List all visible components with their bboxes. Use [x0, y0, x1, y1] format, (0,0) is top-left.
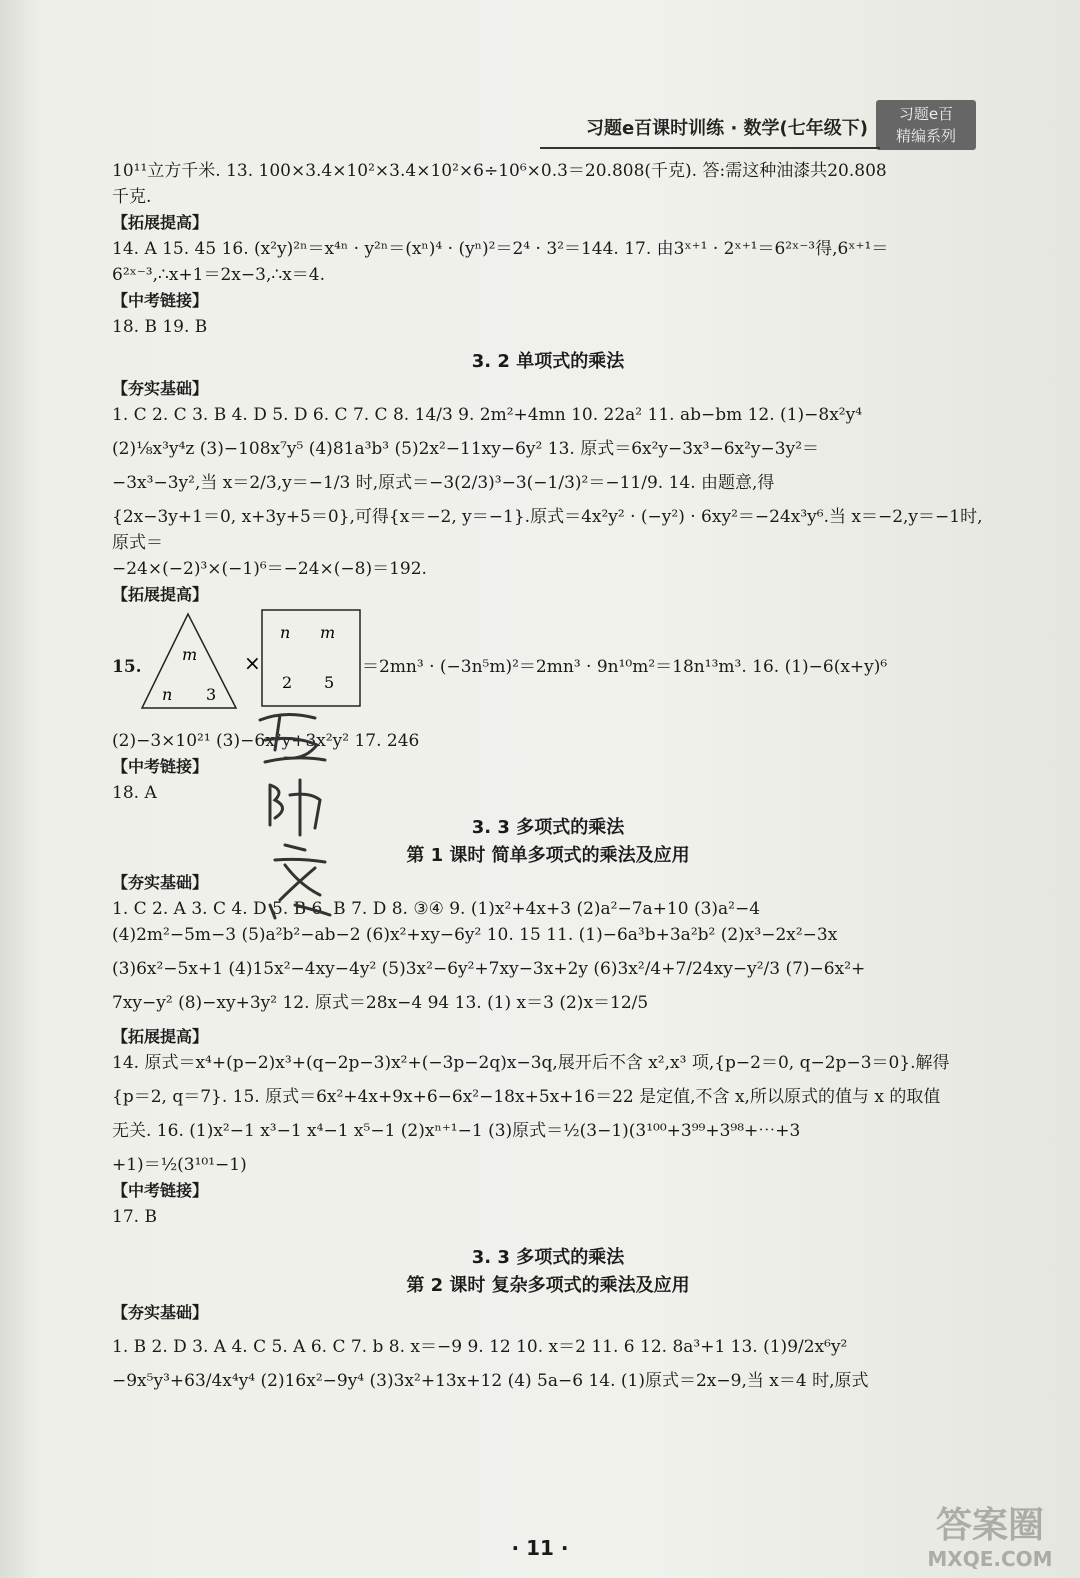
section-label-basic: 【夯实基础】: [112, 873, 209, 892]
square-tr-label: m: [320, 623, 336, 642]
section-title-3-3: 3. 3 多项式的乘法: [471, 817, 625, 838]
text-line: (3)6x²−5x+1 (4)15x²−4xy−4y² (5)3x²−6y²+7xy−3x+2y (6)3x²/4+7/24xy−y²/3 (7)−6x²+: [112, 959, 866, 979]
watermark-logo: 答案圈: [935, 1505, 1044, 1546]
header-rule: [540, 147, 880, 149]
text-line: 10¹¹立方千米. 13. 100×3.4×10²×3.4×10²×6÷10⁶×0.3＝20.808(千克). 答:需这种油漆共20.808: [112, 161, 887, 181]
text-line: 1. B 2. D 3. A 4. C 5. A 6. C 7. b 8. x＝−9 9. 12 10. x＝2 11. 6 12. 8a³+1 13. (1)9/2x⁶y²: [112, 1337, 848, 1357]
q15-expression: ＝2mn³ · (−3n⁵m)²＝2mn³ · 9n¹⁰m²＝18n¹³m³. 16. (1)−6(x+y)⁶: [362, 657, 888, 677]
times-sign: ×: [244, 651, 261, 675]
text-line: −24×(−2)³×(−1)⁶＝−24×(−8)＝192.: [112, 559, 427, 579]
text-line: 18. B 19. B: [112, 317, 208, 337]
handwritten-annotation: [245, 700, 355, 920]
text-line: −3x³−3y²,当 x＝2/3,y＝−1/3 时,原式＝−3(2/3)³−3(−1/3)²＝−11/9. 14. 由题意,得: [112, 473, 775, 493]
text-line: 千克.: [112, 187, 152, 207]
section-label-expand: 【拓展提高】: [112, 585, 209, 604]
square-bl-label: 2: [282, 673, 293, 692]
header-title: 习题e百课时训练 · 数学(七年级下): [585, 118, 868, 139]
series-badge-line1: 习题e百: [898, 105, 954, 123]
text-line: 7xy−y² (8)−xy+3y² 12. 原式＝28x−4 94 13. (1) x＝3 (2)x＝12/5: [112, 993, 649, 1013]
section-label-expand: 【拓展提高】: [112, 1027, 209, 1046]
section-label-basic: 【夯实基础】: [112, 379, 209, 398]
text-line: 17. B: [112, 1207, 157, 1227]
q15-number: 15.: [112, 657, 142, 677]
text-line: {p＝2, q＝7}. 15. 原式＝6x²+4x+9x+6−6x²−18x+5x+16＝22 是定值,不含 x,所以原式的值与 x 的取值: [112, 1087, 941, 1107]
section-subtitle-lesson-1: 第 1 课时 简单多项式的乘法及应用: [406, 845, 690, 866]
text-line: 6²ˣ⁻³,∴x+1＝2x−3,∴x＝4.: [112, 265, 325, 285]
text-line: {2x−3y+1＝0, x+3y+5＝0},可得{x＝−2, y＝−1}.原式＝4x²y² · (−y²) · 6xy²＝−24x³y⁶.当 x＝−2,y＝−1时,原式＝: [112, 507, 983, 553]
section-label-exam: 【中考链接】: [112, 757, 209, 776]
text-line: 1. C 2. A 3. C 4. D 5. B 6. B 7. D 8. ③④ 9. (1)x²+4x+3 (2)a²−7a+10 (3)a²−4: [112, 899, 761, 919]
text-line: (2)⅛x³y⁴z (3)−108x⁷y⁵ (4)81a³b³ (5)2x²−11xy−6y² 13. 原式＝6x²y−3x³−6x²y−3y²＝: [112, 439, 820, 459]
section-label-exam: 【中考链接】: [112, 1181, 209, 1200]
site-watermark: [910, 1504, 1070, 1574]
text-line: −9x⁵y³+63/4x⁴y⁴ (2)16x²−9y⁴ (3)3x²+13x+12 (4) 5a−6 14. (1)原式＝2x−9,当 x＝4 时,原式: [112, 1371, 869, 1391]
section-label-expand: 【拓展提高】: [112, 213, 209, 232]
page-header: [540, 100, 980, 150]
text-line: +1)＝½(3¹⁰¹−1): [112, 1155, 247, 1175]
series-badge: [876, 100, 976, 150]
answer-content: [112, 158, 984, 1394]
text-line: (4)2m²−5m−3 (5)a²b²−ab−2 (6)x²+xy−6y² 10. 15 11. (1)−6a³b+3a²b² (2)x³−2x²−3x: [112, 925, 838, 945]
triangle-right-label: 3: [206, 685, 217, 704]
square-tl-label: n: [280, 623, 291, 642]
watermark-url: MXQE.COM: [927, 1547, 1053, 1571]
triangle-left-label: n: [162, 685, 173, 704]
text-line: 无关. 16. (1)x²−1 x³−1 x⁴−1 x⁵−1 (2)xⁿ⁺¹−1 (3)原式＝½(3−1)(3¹⁰⁰+3⁹⁹+3⁹⁸+⋯+3: [112, 1121, 801, 1141]
text-line: 14. A 15. 45 16. (x²y)²ⁿ＝x⁴ⁿ · y²ⁿ＝(xⁿ)⁴ · (yⁿ)²＝2⁴ · 3²＝144. 17. 由3ˣ⁺¹ · 2ˣ⁺¹＝6²ˣ⁻³得,6ˣ⁺¹＝: [112, 239, 889, 259]
section-title-3-2: 3. 2 单项式的乘法: [471, 351, 625, 372]
section-label-exam: 【中考链接】: [112, 291, 209, 310]
triangle-top-label: m: [182, 645, 198, 664]
q15-figure-row: [112, 608, 984, 728]
square-br-label: 5: [324, 673, 335, 692]
section-title-3-3-b: 3. 3 多项式的乘法: [471, 1247, 625, 1268]
text-line: (2)−3×10²¹ (3)−6x³y+3x²y² 17. 246: [112, 731, 420, 751]
text-line: 18. A: [112, 783, 157, 803]
text-line: 14. 原式＝x⁴+(p−2)x³+(q−2p−3)x²+(−3p−2q)x−3q,展开后不含 x²,x³ 项,{p−2＝0, q−2p−3＝0}.解得: [112, 1053, 950, 1073]
section-label-basic: 【夯实基础】: [112, 1303, 209, 1322]
page-number: · 11 ·: [511, 1536, 569, 1560]
text-line: 1. C 2. C 3. B 4. D 5. D 6. C 7. C 8. 14/3 9. 2m²+4mn 10. 22a² 11. ab−bm 12. (1)−8x²y⁴: [112, 405, 863, 425]
series-badge-line2: 精编系列: [895, 127, 956, 145]
section-subtitle-lesson-2: 第 2 课时 复杂多项式的乘法及应用: [406, 1275, 690, 1296]
square-shape: [262, 610, 360, 706]
